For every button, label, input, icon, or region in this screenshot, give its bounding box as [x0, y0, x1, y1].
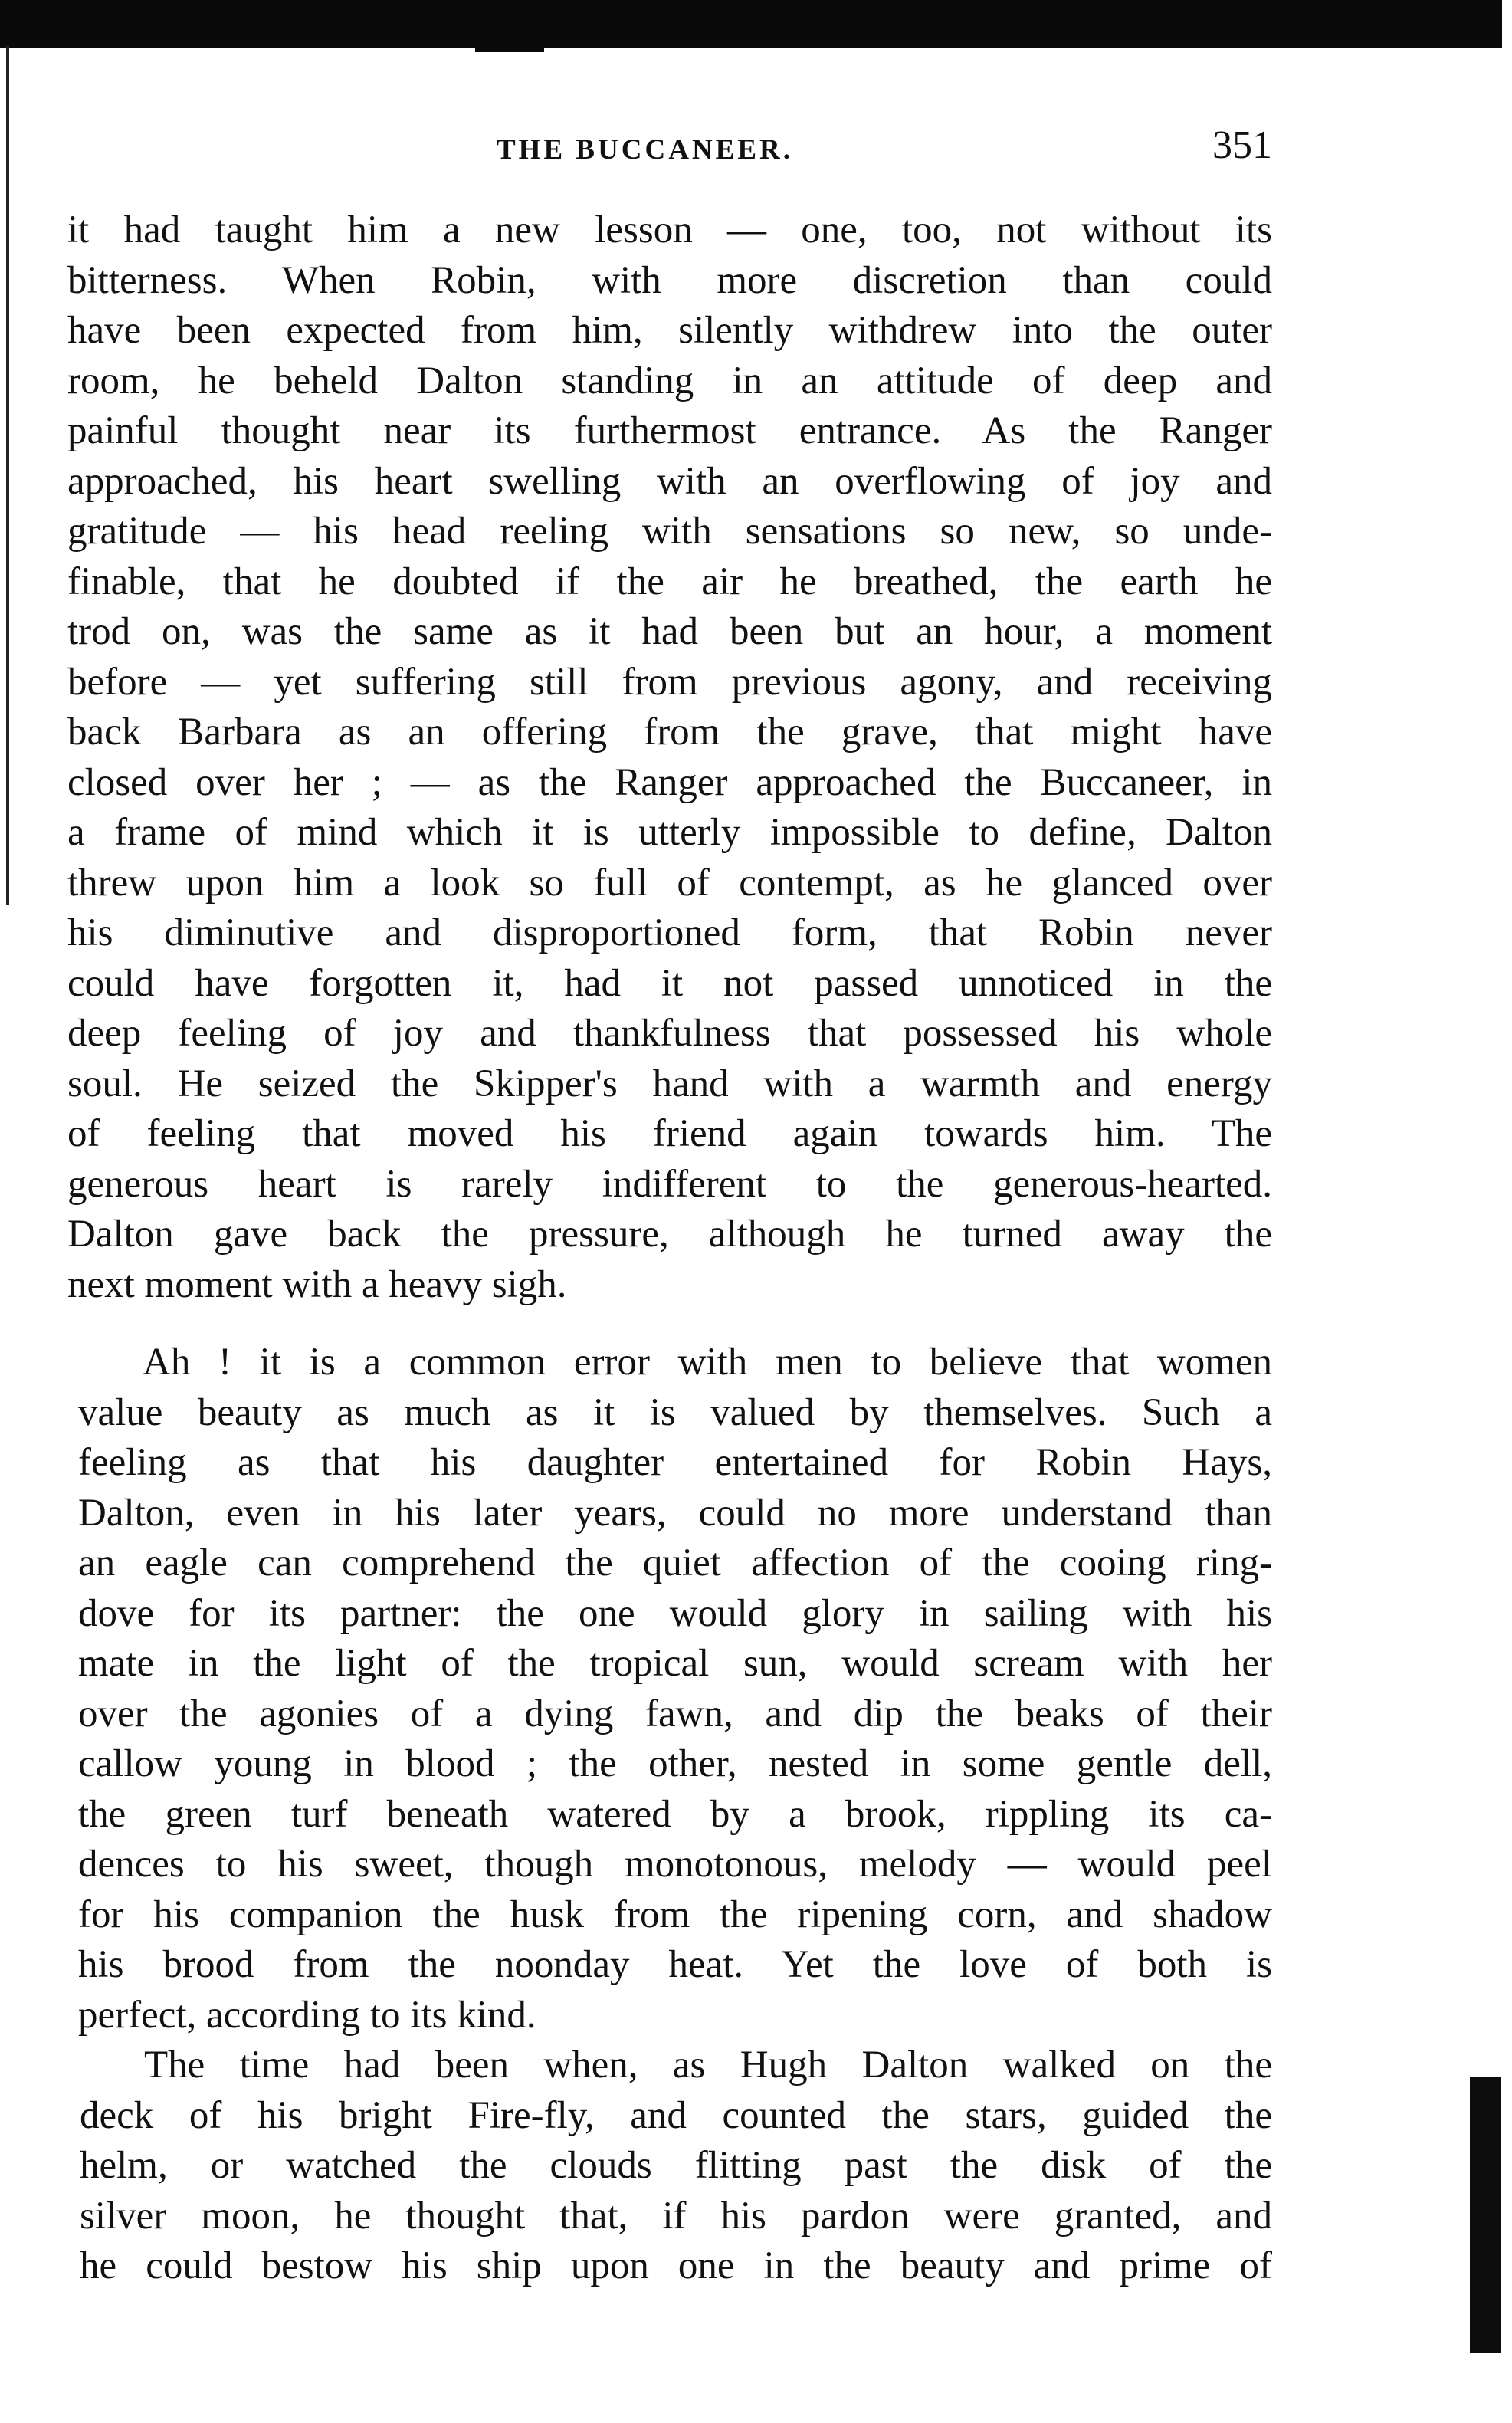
text-line: before — yet suffering still from previous agony, and receiving	[67, 660, 1272, 704]
paragraph	[67, 2041, 1272, 2292]
text-line: the green turf beneath watered by a brook, rippling its ca-	[78, 1792, 1272, 1836]
text-line: generous heart is rarely indifferent to the generous-hearted.	[67, 1162, 1272, 1206]
text-line: next moment with a heavy sigh.	[67, 1262, 567, 1306]
text-line: he could bestow his ship upon one in the beauty and prime of	[80, 2244, 1272, 2287]
text-line: deep feeling of joy and thankfulness that possessed his whole	[67, 1012, 1272, 1055]
paragraph	[67, 1338, 1272, 2041]
text-line: Dalton gave back the pressure, although he turned away the	[67, 1213, 1272, 1256]
scan-left-edge	[6, 46, 9, 905]
text-line: value beauty as much as it is valued by themselves. Such a	[78, 1390, 1272, 1434]
text-line: threw upon him a look so full of contempt, as he glanced over	[67, 861, 1272, 905]
text-line: could have forgotten it, had it not passed unnoticed in the	[67, 961, 1272, 1005]
text-line: silver moon, he thought that, if his pardon were granted, and	[80, 2194, 1272, 2237]
text-line: it had taught him a new lesson — one, too, not without its	[67, 208, 1272, 251]
text-line: dove for its partner: the one would glory in sailing with his	[78, 1591, 1272, 1635]
text-line: dences to his sweet, though monotonous, melody — would peel	[78, 1843, 1272, 1886]
text-line: Ah ! it is a common error with men to believe that women	[143, 1341, 1272, 1384]
text-line: mate in the light of the tropical sun, would scream with her	[78, 1642, 1272, 1685]
text-line: over the agonies of a dying fawn, and dip the beaks of their	[78, 1692, 1272, 1735]
text-line: have been expected from him, silently withdrew into the outer	[67, 309, 1272, 352]
text-line: room, he beheld Dalton standing in an attitude of deep and	[67, 359, 1272, 402]
text-line: of feeling that moved his friend again towards him. The	[67, 1112, 1272, 1155]
text-line: soul. He seized the Skipper's hand with a warmth and energy	[67, 1062, 1272, 1105]
scan-border-notch	[475, 44, 544, 52]
text-line: his diminutive and disproportioned form, that Robin never	[67, 911, 1272, 954]
text-line: finable, that he doubted if the air he breathed, the earth he	[67, 560, 1272, 603]
text-line: trod on, was the same as it had been but an hour, a moment	[67, 610, 1272, 653]
scan-top-border	[0, 0, 1502, 48]
text-line: perfect, according to its kind.	[78, 1993, 536, 2037]
text-line: closed over her ; — as the Ranger approached the Buccaneer, in	[67, 760, 1272, 804]
page-header	[0, 123, 1512, 175]
paragraph	[67, 205, 1272, 1310]
text-line: bitterness. When Robin, with more discretion than could	[67, 258, 1272, 302]
text-line: deck of his bright Fire-fly, and counted the stars, guided the	[80, 2093, 1272, 2137]
text-line: The time had been when, as Hugh Dalton walked on the	[144, 2044, 1272, 2086]
page-number: 351	[1212, 123, 1272, 167]
text-line: feeling as that his daughter entertained for Robin Hays,	[78, 1441, 1272, 1484]
text-line: Dalton, even in his later years, could no more understand than	[78, 1491, 1272, 1535]
running-title: THE BUCCANEER.	[497, 134, 793, 166]
text-line: approached, his heart swelling with an overflowing of joy and	[67, 459, 1272, 503]
text-line: an eagle can comprehend the quiet affection of the cooing ring-	[78, 1541, 1272, 1584]
text-line: a frame of mind which it is utterly impossible to define, Dalton	[67, 811, 1272, 854]
text-line: for his companion the husk from the ripening corn, and shadow	[78, 1893, 1272, 1936]
text-line: his brood from the noonday heat. Yet the love of both is	[78, 1943, 1272, 1986]
text-line: callow young in blood ; the other, nested in some gentle dell,	[78, 1742, 1272, 1785]
page-body	[67, 205, 1272, 2292]
text-line: back Barbara as an offering from the grave, that might have	[67, 711, 1272, 753]
text-line: gratitude — his head reeling with sensations so new, so unde-	[67, 510, 1272, 553]
text-line: painful thought near its furthermost entrance. As the Ranger	[67, 409, 1272, 452]
scan-right-edge-mark	[1470, 2077, 1501, 2353]
text-line: helm, or watched the clouds flitting past the disk of the	[80, 2144, 1272, 2187]
